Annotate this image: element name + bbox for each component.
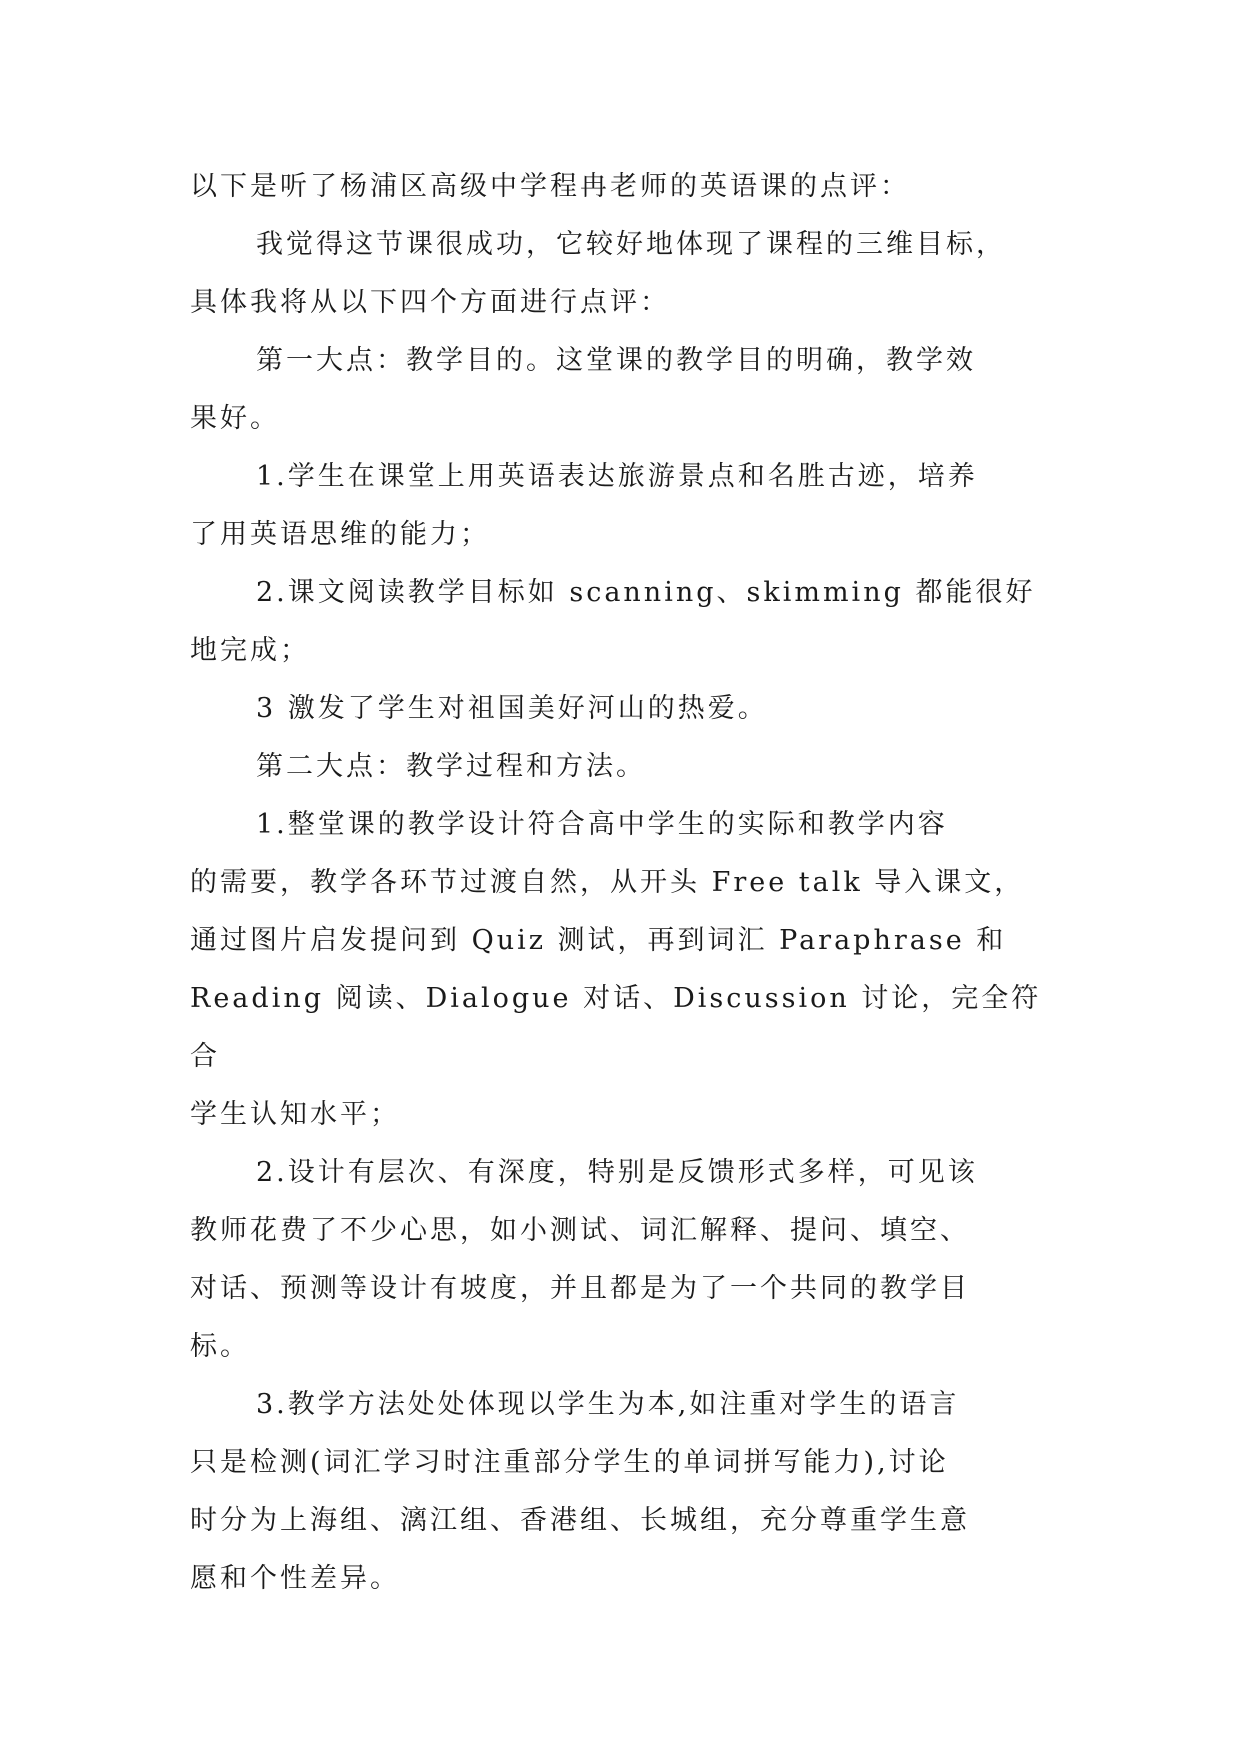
point-two-item-2-cont-3: 标。 [190,1331,250,1362]
point-two-item-3-cont-2: 时分为上海组、漓江组、香港组、长城组，充分尊重学生意 [190,1505,970,1536]
point-two-item-3-cont-1: 只是检测(词汇学习时注重部分学生的单词拼写能力),讨论 [190,1447,949,1478]
overview-line: 我觉得这节课很成功，它较好地体现了课程的三维目标， [256,229,1006,260]
point-two-item-3: 3.教学方法处处体现以学生为本,如注重对学生的语言 [256,1389,960,1420]
point-two-item-2-cont-2: 对话、预测等设计有坡度，并且都是为了一个共同的教学目 [190,1273,970,1304]
document-body [190,158,1060,1608]
point-two-item-1-cont-2: 通过图片启发提问到 Quiz 测试，再到词汇 Paraphrase 和 [190,925,1007,956]
point-two-item-1: 1.整堂课的教学设计符合高中学生的实际和教学内容 [256,809,948,840]
point-two-item-1-cont-3: Reading 阅读、Dialogue 对话、Discussion 讨论，完全符合 [190,983,1042,1072]
point-two-item-3-cont-3: 愿和个性差异。 [190,1563,400,1594]
point-one-item-2-cont: 地完成； [190,635,310,666]
point-one-item-1-cont: 了用英语思维的能力； [190,519,490,550]
point-two-item-2-cont-1: 教师花费了不少心思，如小测试、词汇解释、提问、填空、 [190,1215,970,1246]
point-one-heading-cont: 果好。 [190,403,280,434]
point-one-item-2: 2.课文阅读教学目标如 scanning、skimming 都能很好 [256,577,1036,608]
point-two-item-1-cont-1: 的需要，教学各环节过渡自然，从开头 Free talk 导入课文， [190,867,1025,898]
intro-line: 以下是听了杨浦区高级中学程冉老师的英语课的点评： [190,171,910,202]
point-one-item-3: 3 激发了学生对祖国美好河山的热爱。 [256,693,768,724]
point-one-item-1: 1.学生在课堂上用英语表达旅游景点和名胜古迹，培养 [256,461,978,492]
point-one-heading: 第一大点：教学目的。这堂课的教学目的明确，教学效 [256,345,976,376]
overview-line-cont: 具体我将从以下四个方面进行点评： [190,287,670,318]
point-two-item-2: 2.设计有层次、有深度，特别是反馈形式多样，可见该 [256,1157,978,1188]
point-two-heading: 第二大点：教学过程和方法。 [256,751,646,782]
point-two-item-1-cont-4: 学生认知水平； [190,1099,400,1130]
